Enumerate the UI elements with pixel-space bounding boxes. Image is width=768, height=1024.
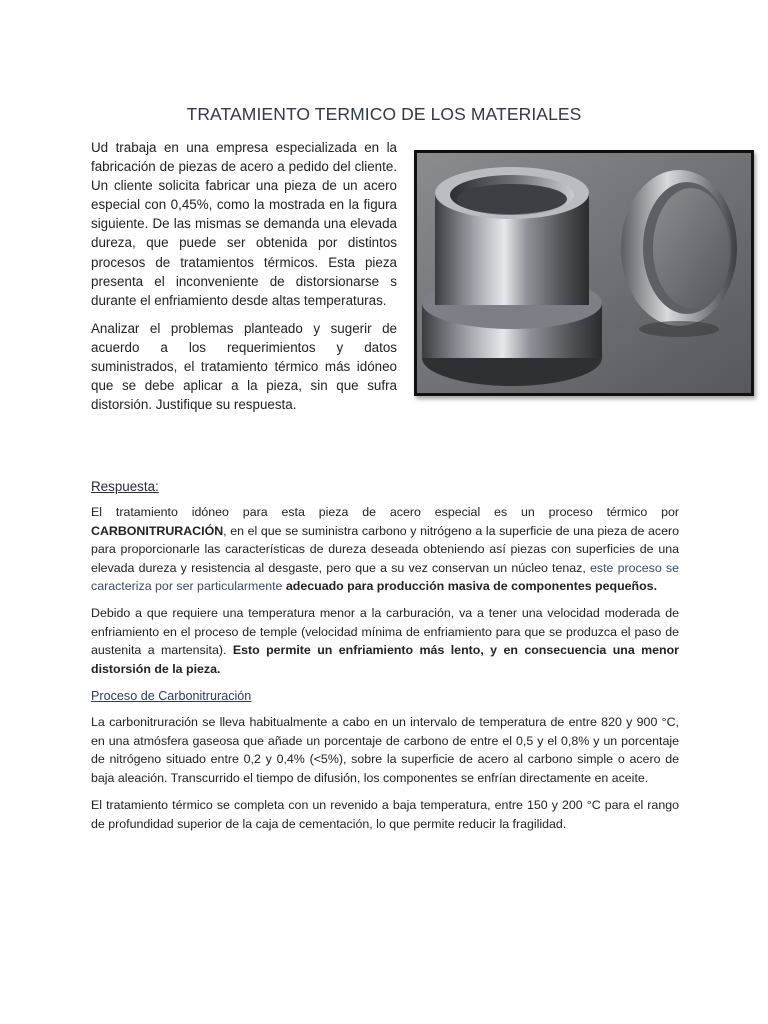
steel-rings-illustration: [417, 153, 751, 393]
intro-paragraph-2: Analizar el problemas planteado y sugerir de acuerdo a los requerimientos y datos suministrados, el tratamiento térmico más idóneo que se debe aplicar a la pieza, sin que sufra distorsión. Justifique su respuesta.: [91, 320, 397, 413]
intro-text: [91, 138, 397, 423]
answer-p2-text: Debido a que requiere una temperatura menor a la carburación, va a tener una velocidad moderada de enfriamiento en el proceso de temple (velocidad mínima de enfriamiento para que se produzca el paso de austenita a martensita).: [91, 606, 679, 658]
answer-paragraph-2: [91, 604, 679, 678]
answer-p1-text-c: , en el que se suministra carbono y nitrógeno a la superficie de una pieza de acero para proporcionarle las características de dureza deseada obteniendo así piezas con superficies de una elevada dureza y resistencia al desgaste, pero que a su vez conservan un núcleo tenaz,: [91, 523, 679, 575]
answer-p1-bold-end: adecuado para producción masiva de componentes pequeños.: [282, 579, 658, 594]
answer-p1-bold-term: CARBONITRURACIÓN: [91, 523, 224, 538]
process-paragraph-1: La carbonitruración se lleva habitualmente a cabo en un intervalo de temperatura de entre 820 y 900 °C, en una atmósfera gaseosa que añade un porcentaje de carbono de entre el 0,5 y el 0,8% y un porcentaje de nitrógeno situado entre 0,2 y 0,4% (<5%), sobre la superficie de acero al carbono simple o acero de baja aleación. Transcurrido el tiempo de difusión, los componentes se enfrían directamente en aceite.: [91, 715, 679, 785]
answer-paragraph-1: [91, 503, 679, 595]
document-title: TRATAMIENTO TERMICO DE LOS MATERIALES: [186, 104, 582, 124]
intro-paragraph-1: Ud trabaja en una empresa especializada en la fabricación de piezas de acero a pedido del cliente. Un cliente solicita fabricar una pieza de un acero especial con 0,45%, como la mostrada en la figura siguiente. De las mismas se demanda una elevada dureza, que puede ser obtenida por distintos procesos de tratamientos térmicos. Esta pieza presenta el inconveniente de distorsionarse s durante el enfriamiento desde altas temperaturas.: [91, 140, 397, 308]
answer-p1-highlight: este proceso se caracteriza por ser particularmente: [91, 560, 679, 594]
answer-heading: Respuesta:: [91, 479, 159, 494]
process-paragraph-2: El tratamiento térmico se completa con un revenido a baja temperatura, entre 150 y 200 °C para el rango de profundidad superior de la caja de cementación, lo que permite reducir la fragilidad.: [91, 798, 679, 831]
answer-section: [91, 478, 679, 842]
steel-rings-photo: [414, 150, 754, 396]
answer-p1-text-a: El tratamiento idóneo para esta pieza de acero especial es un proceso térmico por: [91, 505, 679, 520]
process-heading: Proceso de Carbonitruración: [91, 689, 252, 704]
answer-p2-bold: Esto permite un enfriamiento más lento, y en consecuencia una menor distorsión de la pieza.: [91, 643, 679, 676]
